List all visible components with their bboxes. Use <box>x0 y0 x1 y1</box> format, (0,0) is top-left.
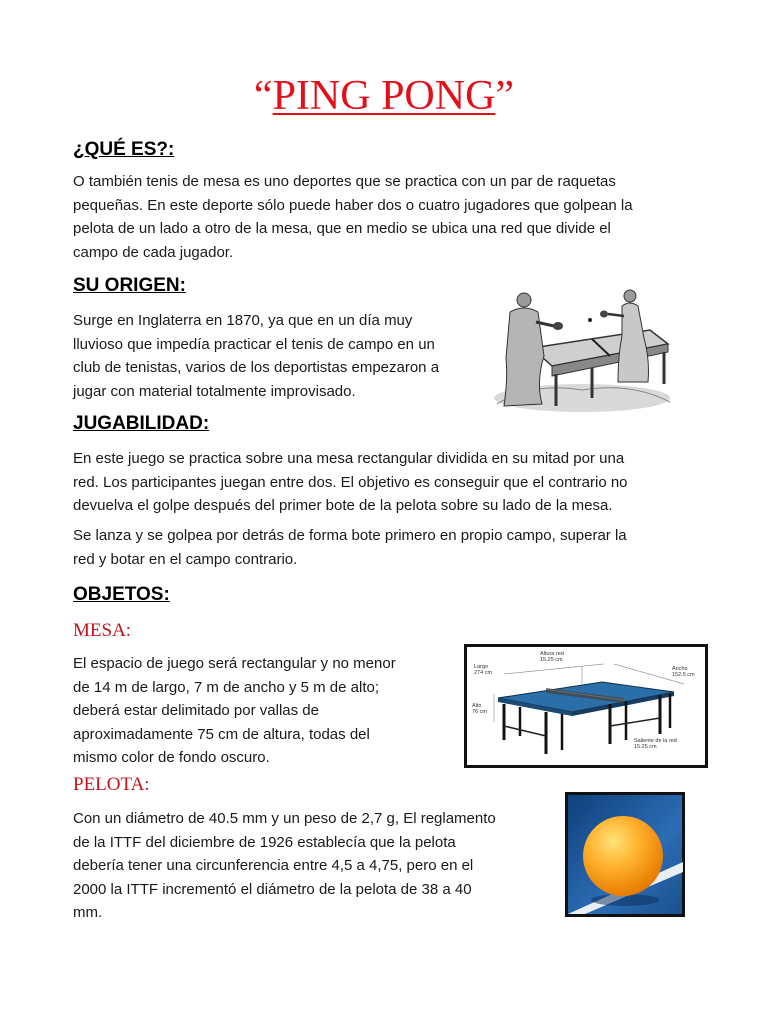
vintage-ping-pong-illustration <box>492 286 672 414</box>
table-dimensions-diagram <box>464 644 708 768</box>
text-line: Con un diámetro de 40.5 mm y un peso de 2,7 g, El reglamento <box>73 810 496 827</box>
paragraph-origen <box>73 309 439 403</box>
text-line: red y botar en el campo contrario. <box>73 550 298 568</box>
subheading-pelota: PELOTA: <box>73 774 150 795</box>
text-line: de 14 m de largo, 7 m de ancho y 5 m de alto; <box>73 678 380 696</box>
label-largo: Largo <box>474 664 489 670</box>
text-line: Se lanza y se golpea por detrás de forma bote primero en propio campo, superar la <box>73 527 627 544</box>
paragraph-jugabilidad-2 <box>73 524 627 571</box>
paragraph-jugabilidad-1 <box>73 447 628 518</box>
text-line: red. Los participantes juegan entre dos. El objetivo es conseguir que el contrario no <box>73 473 628 491</box>
heading-su-origen: SU ORIGEN: <box>73 275 186 296</box>
page-title <box>0 70 768 122</box>
text-line: deberá estar delimitado por vallas de <box>73 702 319 719</box>
text-line: En este juego se practica sobre una mesa rectangular dividida en su mitad por una <box>73 450 625 467</box>
label-altura-red: Altura red <box>540 651 564 657</box>
text-line: O también tenis de mesa es uno deportes que se practica con un par de raquetas <box>73 173 616 190</box>
subheading-mesa: MESA: <box>73 620 132 641</box>
text-line: 2000 la ITTF incrementó el diámetro de la pelota de 38 a 40 <box>73 880 472 898</box>
heading-que-es: ¿QUÉ ES?: <box>73 139 175 160</box>
text-line: club de tenistas, varios de los deportistas empezaron a <box>73 359 440 376</box>
text-line: El espacio de juego será rectangular y no menor <box>73 655 396 672</box>
heading-jugabilidad: JUGABILIDAD: <box>73 413 210 434</box>
title-close-quote: ” <box>495 73 515 119</box>
paragraph-que-es <box>73 170 633 264</box>
text-line: pequeñas. En este deporte sólo puede haber dos o cuatro jugadores que golpean la <box>73 196 633 214</box>
text-line: mm. <box>73 904 103 921</box>
label-ancho-val: 152.5 cm <box>672 672 695 678</box>
title-text: PING PONG <box>272 73 496 119</box>
text-line: pelota de un lado a otro de la mesa, que en medio se ubica una red que divide el <box>73 220 611 237</box>
heading-objetos: OBJETOS: <box>73 584 170 605</box>
label-alto-val: 76 cm <box>472 709 487 715</box>
text-line: lluvioso que impedía practicar el tenis de campo en un <box>73 335 435 353</box>
label-largo-val: 274 cm <box>474 670 493 676</box>
text-line: aproximadamente 75 cm de altura, todas del <box>73 725 370 743</box>
label-altura-red-val: 15.25 cm <box>540 657 563 663</box>
text-line: debería tener una circunferencia entre 4,5 a 4,75, pero en el <box>73 857 474 874</box>
text-line: Surge en Inglaterra en 1870, ya que en un día muy <box>73 312 413 329</box>
label-alto: Alto <box>472 703 482 709</box>
text-line: devuelva el golpe después del primer bote de la pelota sobre su lado de la mesa. <box>73 497 613 514</box>
paragraph-mesa <box>73 652 396 770</box>
text-line: campo de cada jugador. <box>73 243 234 261</box>
label-saliente: Saliente de la red <box>634 738 677 744</box>
text-line: de la ITTF del diciembre de 1926 establecía que la pelota <box>73 833 456 851</box>
text-line: mismo color de fondo oscuro. <box>73 749 270 766</box>
label-saliente-val: 15.25 cm <box>634 744 657 750</box>
label-ancho: Ancho <box>672 666 688 672</box>
title-open-quote: “ <box>253 73 273 119</box>
text-line: jugar con material totalmente improvisado. <box>73 382 356 400</box>
paragraph-pelota <box>73 807 496 925</box>
orange-ball-photo <box>565 792 685 917</box>
